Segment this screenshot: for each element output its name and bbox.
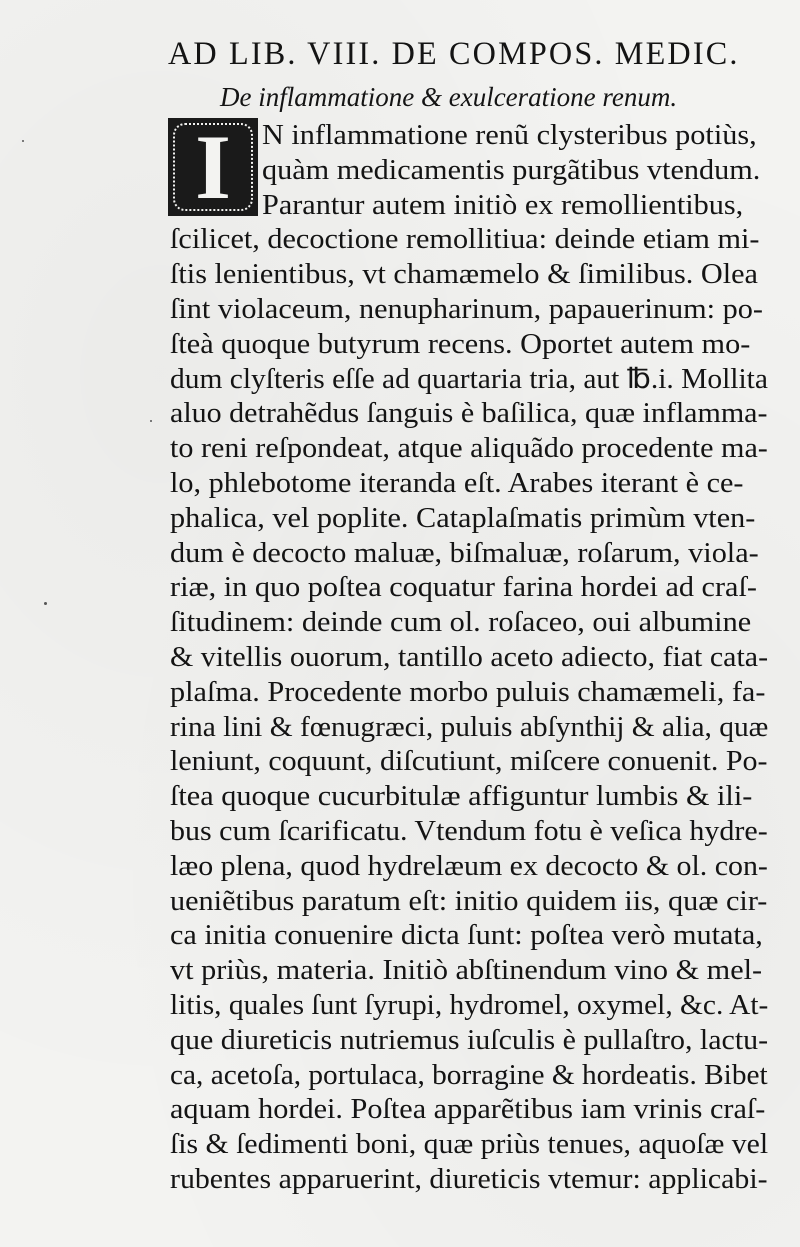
text-line: dum clyſteris eſſe ad quartaria tria, aut ℔.i. Mollita xyxy=(170,363,768,395)
text-line: phalica, vel poplite. Cataplaſmatis primùm vten- xyxy=(170,502,756,534)
text-line: leniunt, coquunt, diſcutiunt, miſcere conuenit. Po- xyxy=(170,746,768,778)
text-line: aquam hordei. Poſtea apparẽtibus iam vrinis craſ- xyxy=(170,1094,766,1126)
paper-speck xyxy=(150,420,152,422)
text-line: ſis & ſedimenti boni, quæ priùs tenues, aquoſæ vel xyxy=(170,1129,769,1161)
text-line: Parantur autem initiò ex remollientibus, xyxy=(262,189,744,221)
text-line: ſcilicet, decoctione remollitiua: deinde etiam mi- xyxy=(170,224,760,256)
section-title: De inflammatione & exulceratione renum. xyxy=(220,82,678,112)
text-line: bus cum ſcarificatu. Vtendum fotu è veſica hydre- xyxy=(170,816,768,847)
text-line: dum è decocto maluæ, biſmaluæ, roſarum, viola- xyxy=(170,537,759,569)
text-line: ca initia conuenire dicta ſunt: poſtea verò mutata, xyxy=(170,920,763,952)
text-line: ſint violaceum, nenupharinum, papauerinum: po- xyxy=(170,294,763,325)
text-line: ſtea quoque cucurbitulæ affiguntur lumbis & ili- xyxy=(170,781,753,813)
text-line: vt priùs, materia. Initiò abſtinendum vino & mel- xyxy=(170,955,763,987)
text-line: ſteà quoque butyrum recens. Oportet autem mo- xyxy=(170,328,751,360)
text-line: ſitudinem: deinde cum ol. roſaceo, oui albumine xyxy=(170,607,752,639)
text-line: læo plena, quod hydrelæum ex decocto & ol. con- xyxy=(170,850,768,882)
text-line: ſtis lenientibus, vt chamæmelo & ſimilibus. Olea xyxy=(170,259,758,291)
text-line: lo, phlebotome iteranda eſt. Arabes iterant è ce- xyxy=(170,468,744,499)
text-line: & vitellis ouorum, tantillo aceto adiecto, fiat cata- xyxy=(170,642,769,673)
text-line: litis, quales ſunt ſyrupi, hydromel, oxymel, &c. At- xyxy=(170,990,769,1021)
text-line: que diureticis nutriemus iuſculis è pullaſtro, lactu- xyxy=(170,1024,769,1056)
paper-speck xyxy=(22,140,24,142)
text-line: quàm medicamentis purgãtibus vtendum. xyxy=(262,154,761,186)
text-line: ca, acetoſa, portulaca, borragine & hordeatis. Bibet xyxy=(170,1059,768,1091)
running-header: AD LIB. VIII. DE COMPOS. MEDIC. xyxy=(168,36,740,72)
text-line: aluo detrahẽdus ſanguis è baſilica, quæ inflamma- xyxy=(170,398,768,430)
text-line: plaſma. Procedente morbo puluis chamæmeli, fa- xyxy=(170,676,766,708)
text-line: rubentes apparuerint, diureticis vtemur: applicabi- xyxy=(170,1164,768,1195)
text-line: rina lini & fœnugræci, puluis abſynthij & alia, quæ xyxy=(170,711,769,743)
text-line: riæ, in quo poſtea coquatur farina hordei ad craſ- xyxy=(170,572,757,604)
paper-speck xyxy=(44,602,47,605)
text-line: N inflammatione renũ clysteribus potiùs, xyxy=(262,120,757,151)
initial-letter: I xyxy=(195,118,231,216)
decorated-initial xyxy=(168,118,258,216)
text-line: to reni reſpondeat, atque aliquãdo procedente ma- xyxy=(170,433,768,465)
text-line: ueniẽtibus paratum eſt: initio quidem iis, quæ cir- xyxy=(170,885,768,917)
